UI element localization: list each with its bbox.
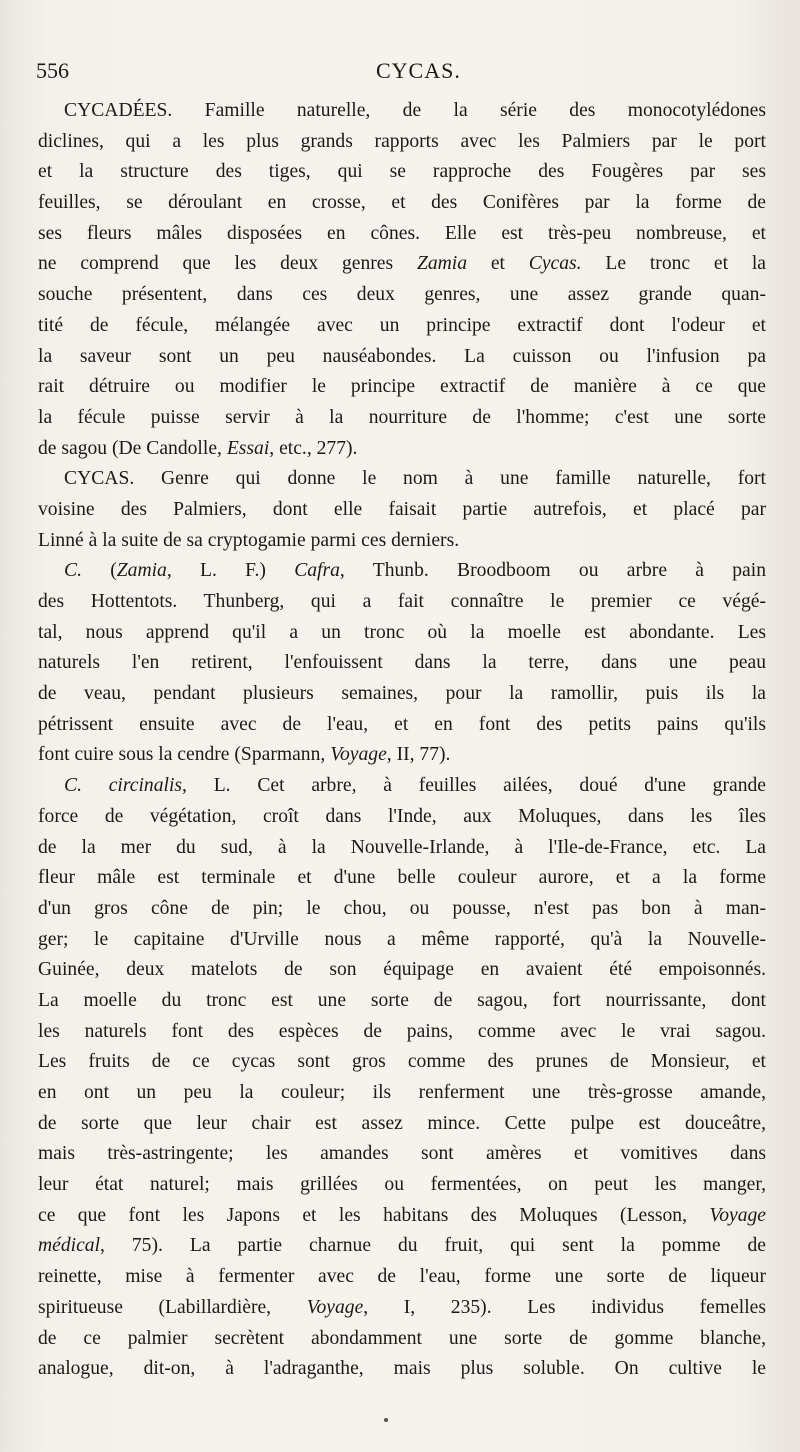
text-line — [38, 648, 766, 679]
text-run: ses fleurs mâles disposées en cônes. Elle est très-peu nombreuse, et — [38, 222, 766, 244]
text-run: et la structure des tiges, qui se rapproche des Fougères par ses — [38, 161, 766, 183]
text-line — [38, 894, 766, 925]
text-line — [38, 280, 766, 311]
text-line — [38, 188, 766, 219]
text-run: , I, 235). Les individus femelles — [363, 1296, 766, 1318]
text-run: font cuire sous la cendre (Sparmann, — [38, 744, 331, 766]
italic-text: C. — [64, 560, 82, 582]
text-line — [38, 986, 766, 1017]
text-run: CYCAS. Genre qui donne le nom à une famille naturelle, fort — [64, 468, 766, 490]
text-run: les naturels font des espèces de pains, comme avec le vrai sagou. — [38, 1020, 766, 1042]
text-run: La moelle du tronc est une sorte de sagou, fort nourrissante, dont — [38, 989, 766, 1011]
text-line — [38, 925, 766, 956]
text-run: fleur mâle est terminale et d'une belle couleur aurore, et a la forme — [38, 867, 766, 889]
text-line — [38, 1139, 766, 1170]
text-run: CYCADÉES. Famille naturelle, de la série des monocotylédones — [64, 100, 766, 121]
text-run: reinette, mise à fermenter avec de l'eau, forme une sorte de liqueur — [38, 1266, 766, 1288]
text-line — [38, 96, 766, 127]
italic-text: Voyage — [709, 1204, 766, 1226]
text-line — [38, 127, 766, 158]
text-line — [38, 249, 766, 280]
text-line — [38, 372, 766, 403]
italic-text: Zamia — [416, 253, 468, 275]
text-run: Guinée, deux matelots de son équipage en avaient été empoisonnés. — [38, 959, 766, 981]
text-run: diclines, qui a les plus grands rapports avec les Palmiers par le port — [38, 130, 766, 152]
text-run: ( — [81, 560, 117, 582]
text-run: Le tronc et la — [581, 253, 766, 275]
text-run: de veau, pendant plusieurs semaines, pour la ramollir, puis ils la — [38, 683, 766, 705]
text-run: de sagou (De Candolle, — [38, 437, 227, 459]
text-line — [38, 833, 766, 864]
italic-text: Cafra — [294, 560, 340, 582]
text-line — [38, 1078, 766, 1109]
text-line — [38, 1231, 766, 1262]
text-run: voisine des Palmiers, dont elle faisait partie autrefois, et placé par — [38, 498, 766, 520]
text-run: , Thunb. Broodboom ou arbre à pain — [339, 560, 766, 582]
text-run: feuilles, se déroulant en crosse, et des Conifères par la forme de — [38, 192, 766, 214]
text-run: , II, 77). — [386, 744, 451, 766]
text-run: tité de fécule, mélangée avec un principe extractif dont l'odeur et — [38, 314, 766, 336]
italic-text: Cycas. — [528, 253, 582, 275]
text-line — [38, 311, 766, 342]
text-line — [38, 679, 766, 710]
text-run: la fécule puisse servir à la nourriture de l'homme; c'est une sorte — [38, 406, 766, 428]
text-line — [38, 1170, 766, 1201]
text-run: ce que font les Japons et les habitans des Moluques (Lesson, — [38, 1204, 710, 1226]
text-line — [38, 157, 766, 188]
body-text — [38, 96, 766, 1385]
text-line — [38, 526, 766, 557]
text-line — [38, 1017, 766, 1048]
text-run: , 75). La partie charnue du fruit, qui sent la pomme de — [100, 1235, 766, 1257]
text-run: Linné à la suite de sa cryptogamie parmi ces derniers. — [38, 529, 460, 551]
text-line — [38, 434, 766, 465]
text-run: analogue, dit-on, à l'adraganthe, mais plus soluble. On cultive le — [38, 1358, 766, 1380]
text-run: spiritueuse (Labillardière, — [38, 1296, 307, 1318]
italic-text: Zamia — [116, 560, 167, 582]
text-run: en ont un peu la couleur; ils renferment une très-grosse amande, — [38, 1082, 766, 1103]
text-line — [38, 802, 766, 833]
text-run: la saveur sont un peu nauséabondes. La cuisson ou l'infusion pa — [38, 345, 766, 367]
text-line — [38, 771, 766, 802]
text-run: leur état naturel; mais grillées ou fermentées, on peut les manger, — [38, 1174, 766, 1196]
text-run: mais très-astringente; les amandes sont amères et vomitives dans — [38, 1143, 766, 1165]
text-run: des Hottentots. Thunberg, qui a fait connaître le premier ce végé- — [38, 591, 766, 612]
text-line — [38, 1262, 766, 1293]
text-run: souche présentent, dans ces deux genres, une assez grande quan- — [38, 284, 766, 306]
text-run: force de végétation, croît dans l'Inde, aux Moluques, dans les îles — [38, 805, 766, 827]
italic-text: Essai — [226, 437, 270, 459]
text-run: Les fruits de ce cycas sont gros comme des prunes de Monsieur, et — [38, 1051, 766, 1073]
text-run: , L. F.) — [166, 560, 295, 582]
text-line — [38, 1047, 766, 1078]
text-line — [38, 464, 766, 495]
page-number: 556 — [36, 58, 69, 83]
text-run: tal, nous apprend qu'il a un tronc où la moelle est abondante. Les — [38, 621, 766, 643]
text-line — [38, 618, 766, 649]
text-run: , L. Cet arbre, à feuilles ailées, doué d'une grande — [182, 775, 766, 797]
text-line — [38, 556, 766, 587]
text-run: pétrissent ensuite avec de l'eau, et en font des petits pains qu'ils — [38, 713, 766, 735]
text-line — [38, 955, 766, 986]
text-line — [38, 1201, 766, 1232]
text-run: ne comprend que les deux genres — [38, 253, 417, 275]
text-run: , etc., 277). — [269, 437, 358, 459]
text-run: naturels l'en retirent, l'enfouissent dans la terre, dans une peau — [38, 652, 766, 674]
text-line — [38, 1293, 766, 1324]
text-run: de sorte que leur chair est assez mince. Cette pulpe est douceâtre, — [38, 1112, 766, 1134]
italic-text: C. circinalis — [64, 775, 183, 797]
text-line — [38, 863, 766, 894]
italic-text: Voyage — [306, 1296, 364, 1318]
text-line — [38, 219, 766, 250]
text-line — [38, 710, 766, 741]
text-line — [38, 740, 766, 771]
page-header — [36, 58, 760, 88]
text-run: et — [467, 253, 529, 275]
text-run: ger; le capitaine d'Urville nous a même rapporté, qu'à la Nouvelle- — [38, 928, 766, 950]
text-line — [38, 587, 766, 618]
text-run: de ce palmier secrètent abondamment une sorte de gomme blanche, — [38, 1327, 766, 1349]
text-run: rait détruire ou modifier le principe extractif de manière à ce que — [38, 376, 766, 398]
text-run: de la mer du sud, à la Nouvelle-Irlande, à l'Ile-de-France, etc. La — [38, 836, 766, 858]
running-title: CYCAS. — [376, 58, 461, 83]
text-line — [38, 1324, 766, 1355]
text-line — [38, 1109, 766, 1140]
text-line — [38, 495, 766, 526]
italic-text: Voyage — [330, 744, 387, 766]
italic-text: médical — [38, 1235, 101, 1257]
text-line — [38, 1354, 766, 1385]
ink-speck — [384, 1418, 388, 1422]
text-line — [38, 403, 766, 434]
text-line — [38, 342, 766, 373]
text-run: d'un gros cône de pin; le chou, ou pousse, n'est pas bon à man- — [38, 897, 766, 919]
